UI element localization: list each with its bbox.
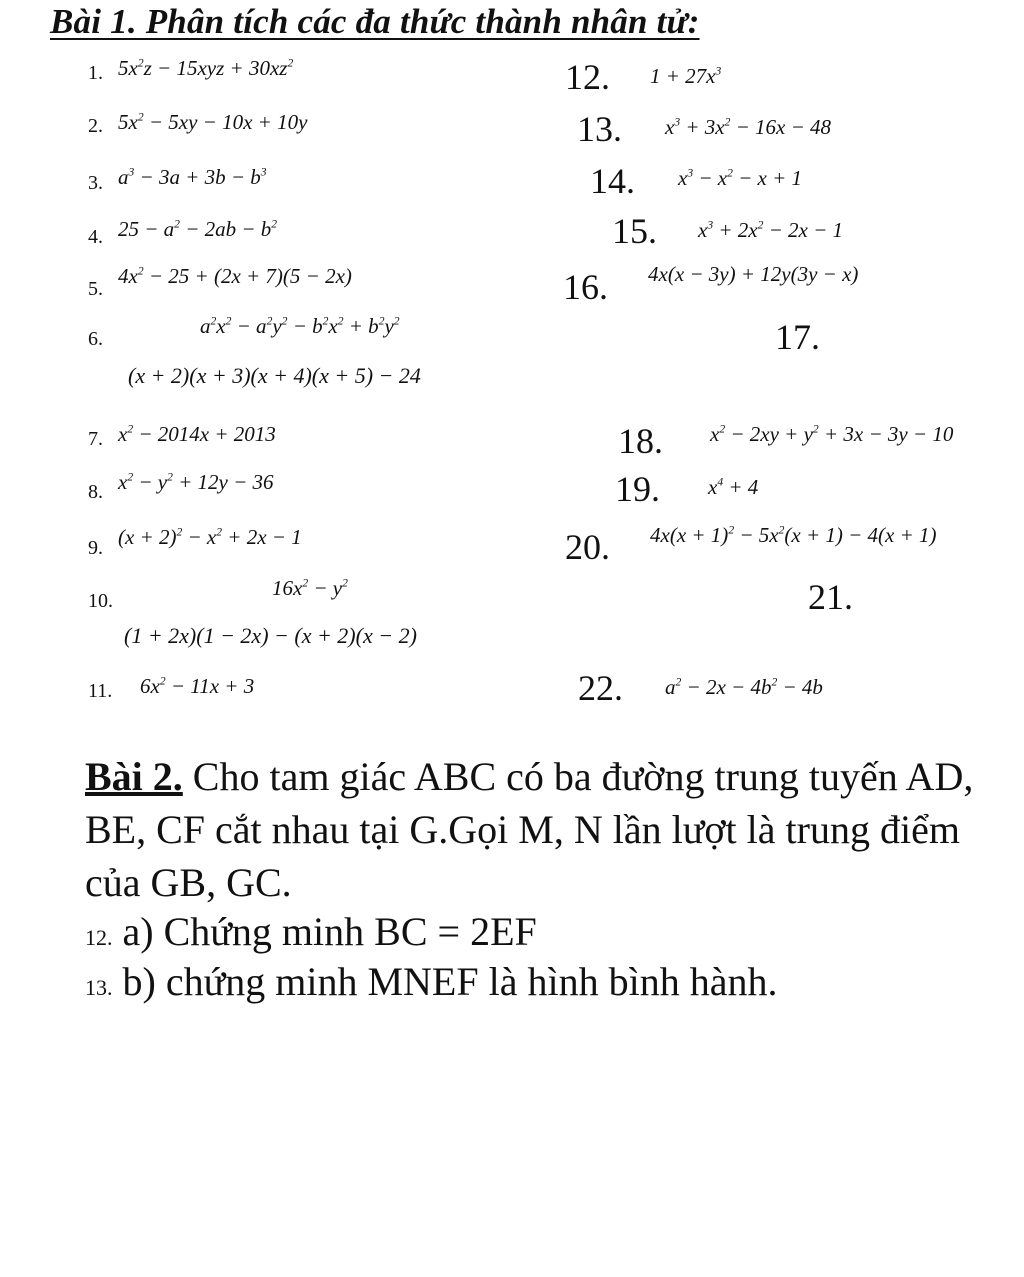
exercise-1-title: Bài 1. Phân tích các đa thức thành nhân tử: — [50, 2, 700, 41]
exponent: 2 — [159, 675, 166, 688]
problem-number: 3. — [88, 172, 103, 194]
exponent: 2 — [225, 315, 232, 328]
problem-expression: $x^3 + 2x^2 - 2x - 1$ — [698, 218, 844, 242]
problem-expression: $6x^2 - 11x + 3$ — [140, 674, 255, 698]
exponent: 2 — [302, 577, 309, 590]
exponent: 4 — [717, 476, 724, 489]
question-a-number: 12. — [85, 925, 113, 950]
exercise-2-heading: Bài 2. — [85, 754, 183, 799]
problem-number: 7. — [88, 428, 103, 450]
problem-expression: $1 + 27x^3$ — [650, 64, 722, 88]
problem-number: 11. — [88, 680, 113, 702]
exponent: 2 — [137, 57, 144, 70]
problem-expression: $4x^2 - 25 + (2x + 7)(5 - 2x)$ — [118, 264, 352, 288]
problem-number: 14. — [590, 161, 635, 201]
exponent: 2 — [771, 676, 778, 689]
problem-expression: (x + 2)(x + 3)(x + 4)(x + 5) − 24 — [128, 363, 421, 388]
exponent: 3 — [715, 65, 722, 78]
exponent: 2 — [724, 116, 731, 129]
exponent: 3 — [687, 167, 694, 180]
exponent: 2 — [719, 423, 726, 436]
problem-number: 21. — [808, 577, 853, 617]
problem-expression: $25 - a^2 - 2ab - b^2$ — [118, 217, 278, 241]
exponent: 2 — [167, 471, 173, 484]
problem-expression: 4x(x − 3y) + 12y(3y − x) — [648, 262, 859, 286]
exponent: 2 — [322, 315, 329, 328]
exponent: 2 — [127, 423, 134, 436]
problem-number: 22. — [578, 668, 623, 708]
exponent: 2 — [393, 315, 400, 328]
problem-number: 20. — [565, 527, 610, 567]
exponent: 2 — [675, 676, 682, 689]
exponent: 3 — [674, 116, 681, 129]
problem-number: 19. — [615, 469, 660, 509]
problem-expression: $x^2 - y^2 + 12y - 36$ — [118, 470, 274, 494]
problem-expression: $5x^2 - 5xy - 10x + 10y$ — [118, 110, 308, 134]
exercise-2-text: Cho tam giác ABC có ba đường trung tuyến AD, BE, CF cắt nhau tại G.Gọi M, N lần lượt là trung điểm của GB, GC. — [85, 754, 974, 905]
exponent: 2 — [271, 218, 278, 231]
exponent: 2 — [728, 524, 735, 537]
problem-expression: $4x(x + 1)^2 - 5x^2(x + 1) - 4(x + 1)$ — [650, 523, 937, 547]
problem-number: 15. — [612, 211, 657, 251]
problem-expression: $x^3 + 3x^2 - 16x - 48$ — [665, 115, 832, 139]
exponent: 2 — [266, 315, 273, 328]
question-b-text: b) chứng minh MNEF là hình bình hành. — [112, 959, 778, 1004]
problem-number: 5. — [88, 278, 103, 300]
problem-expression: $x^2 - 2xy + y^2 + 3x - 3y - 10$ — [710, 422, 954, 446]
exponent: 3 — [707, 219, 714, 232]
exponent: 2 — [174, 218, 180, 231]
problem-expression: (1 + 2x)(1 − 2x) − (x + 2)(x − 2) — [124, 623, 417, 648]
exponent: 2 — [778, 524, 785, 537]
problem-number: 10. — [88, 590, 113, 612]
problem-expression: $16x^2 - y^2$ — [272, 576, 348, 600]
exponent: 2 — [727, 167, 733, 180]
exponent: 2 — [176, 526, 183, 539]
exponent: 2 — [812, 423, 819, 436]
problem-expression: $x^3 - x^2 - x + 1$ — [678, 166, 803, 190]
exponent: 2 — [337, 315, 344, 328]
problem-expression: $x^2 - 2014x + 2013$ — [118, 422, 276, 446]
problem-expression: $a^2x^2 - a^2y^2 - b^2x^2 + b^2y^2$ — [200, 314, 400, 338]
problem-number: 9. — [88, 537, 103, 559]
problem-number: 12. — [565, 57, 610, 97]
exponent: 2 — [127, 471, 134, 484]
problem-number: 13. — [577, 109, 622, 149]
exponent: 2 — [210, 315, 217, 328]
exponent: 2 — [287, 57, 294, 70]
problem-expression: $a^2 - 2x - 4b^2 - 4b$ — [665, 675, 823, 699]
problem-number: 6. — [88, 328, 103, 350]
exercise-2-paragraph — [85, 750, 1015, 909]
problem-number: 1. — [88, 62, 103, 84]
problem-expression: $x^4 + 4$ — [708, 475, 759, 499]
problem-number: 16. — [563, 267, 608, 307]
exponent: 3 — [128, 166, 135, 179]
problem-number: 18. — [618, 421, 663, 461]
problem-expression: $5x^2z - 15xyz + 30xz^2$ — [118, 56, 294, 80]
exponent: 2 — [216, 526, 223, 539]
question-a-text: a) Chứng minh BC = 2EF — [112, 909, 537, 954]
problem-expression: $a^3 - 3a + 3b - b^3$ — [118, 165, 267, 189]
exponent: 2 — [137, 265, 144, 278]
problem-number: 17. — [775, 317, 820, 357]
exponent: 2 — [137, 111, 144, 124]
exponent: 3 — [260, 166, 267, 179]
exponent: 2 — [757, 219, 764, 232]
problem-number: 4. — [88, 226, 103, 248]
question-b-number: 13. — [85, 975, 113, 1000]
problem-expression: $(x + 2)^2 - x^2 + 2x - 1$ — [118, 525, 302, 549]
exponent: 2 — [342, 577, 348, 590]
exponent: 2 — [378, 315, 385, 328]
exponent: 2 — [281, 315, 288, 328]
question-a — [85, 908, 537, 955]
question-b — [85, 958, 777, 1005]
problem-number: 2. — [88, 115, 103, 137]
problem-number: 8. — [88, 481, 103, 503]
